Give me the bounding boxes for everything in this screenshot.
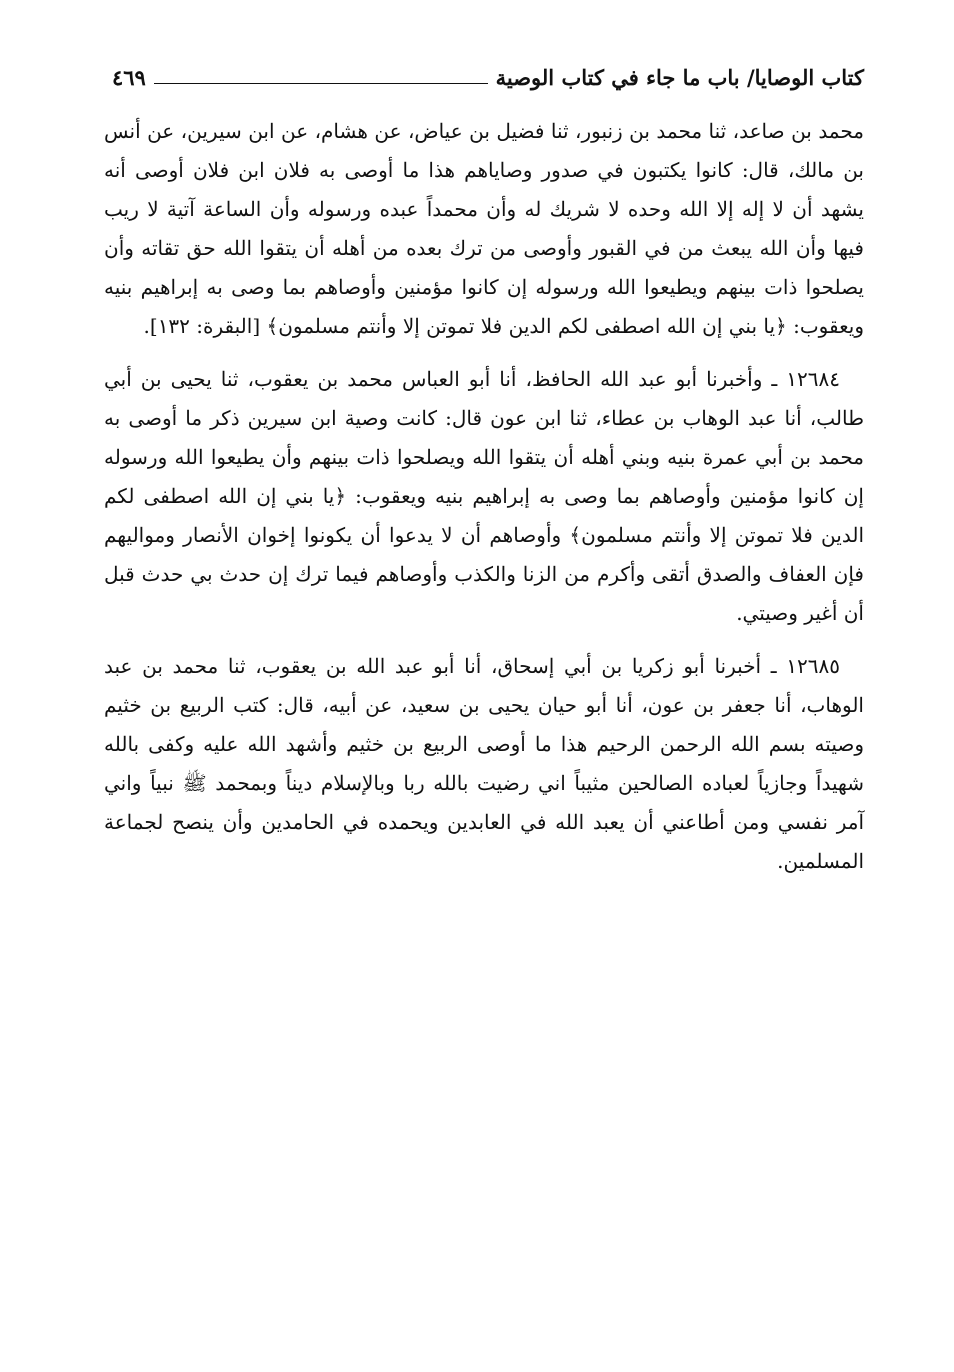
paragraph-hadith-12685: ١٢٦٨٥ ـ أخبرنا أبو زكريا بن أبي إسحاق، أنا أبو عبد الله بن يعقوب، ثنا محمد بن عبد الوهاب، أنا جعفر بن عون، أنا أبو حيان يحيى بن سعيد، عن أبيه، قال: كتب الربيع بن خثيم وصيته بسم الله الرحمن الرحيم هذا ما أوصى الربيع بن خثيم وأشهد الله عليه وكفى بالله شهيداً وجازياً لعباده الصالحين مثيباً اني رضيت بالله ربا وبالإسلام ديناً وبمحمد ﷺ نبياً واني آمر نفسي ومن أطاعني أن يعبد الله في العابدين ويحمده في الحامدين وأن ينصح لجماعة المسلمين. (104, 654, 864, 873)
paragraph-continuation: محمد بن صاعد، ثنا محمد بن زنبور، ثنا فضيل بن عياض، عن هشام، عن ابن سيرين، عن أنس بن مالك، قال: كانوا يكتبون في صدور وصاياهم هذا ما أوصى به فلان ابن فلان أوصى أنه يشهد أن لا إله إلا الله وحده لا شريك له وأن محمداً عبده ورسوله وأن الساعة آتية لا ريب فيها وأن الله يبعث من في القبور وأوصى من ترك بعده من أهله أن يتقوا الله حق تقاته وأن يصلحوا ذات بينهم ويطيعوا الله ورسوله إن كانوا مؤمنين وأوصاهم بما وصى به إبراهيم بنيه ويعقوب: ﴿يا بني إن الله اصطفى لكم الدين فلا تموتن إلا وأنتم مسلمون﴾ [البقرة: ١٣٢]. (104, 119, 864, 338)
running-header (112, 60, 864, 94)
chapter-title: كتاب الوصايا/ باب ما جاء في كتاب الوصية (495, 64, 864, 90)
paragraph-hadith-12684: ١٢٦٨٤ ـ وأخبرنا أبو عبد الله الحافظ، أنا أبو العباس محمد بن يعقوب، ثنا يحيى بن أبي طالب، أنا عبد الوهاب بن عطاء، ثنا ابن عون قال: كانت وصية ابن سيرين ذكر ما أوصى به محمد بن أبي عمرة بنيه وبني أهله أن يتقوا الله ويصلحوا ذات بينهم وأن يطيعوا الله ورسوله إن كانوا مؤمنين وأوصاهم بما وصى به إبراهيم بنيه ويعقوب: ﴿يا بني إن الله اصطفى لكم الدين فلا تموتن إلا وأنتم مسلمون﴾ وأوصاهم أن لا يدعوا أن يكونوا إخوان الأنصار ومواليهم فإن العفاف والصدق أتقى وأكرم من الزنا والكذب وأوصاهم فيما ترك إن حدث بي حدث قبل أن أغير وصيتي. (104, 367, 864, 625)
header-rule (154, 83, 488, 84)
body-text (104, 112, 864, 895)
page-number: ٤٦٩ (112, 64, 146, 90)
